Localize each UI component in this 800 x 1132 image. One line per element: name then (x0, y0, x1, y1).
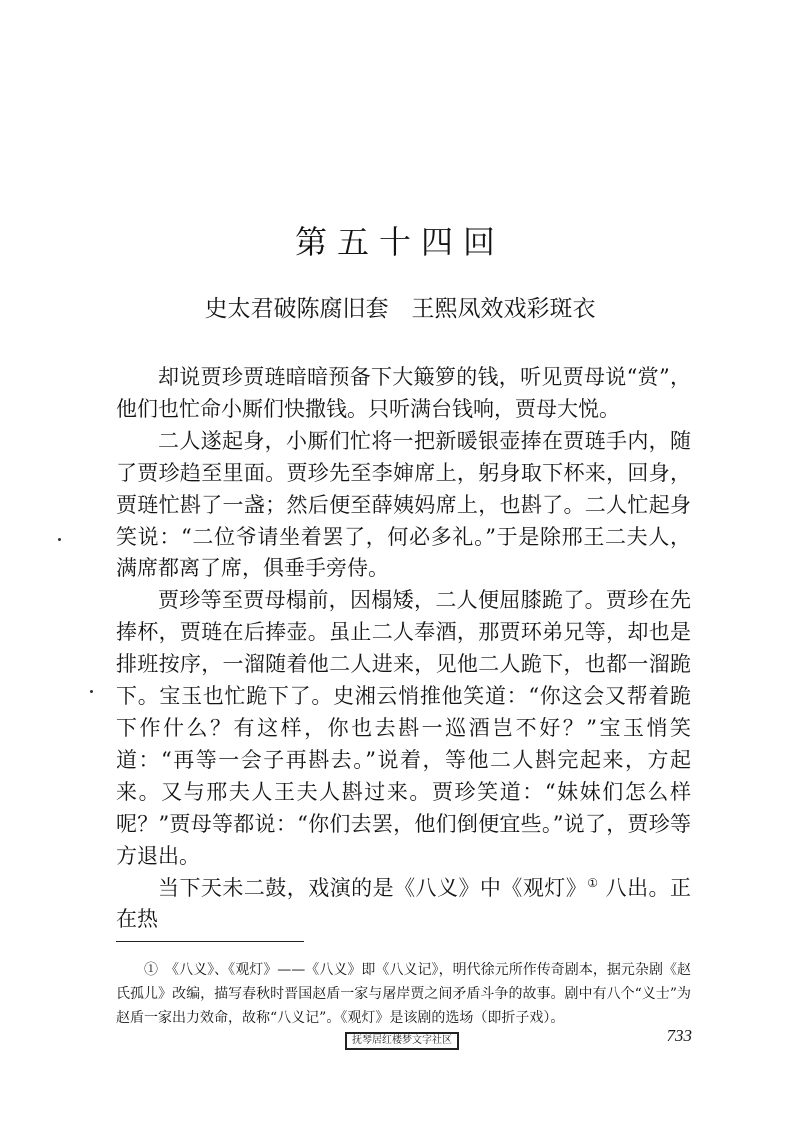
paragraph (116, 873, 691, 937)
body-text (116, 362, 691, 936)
paragraph-text-continued: 八出。正在热 (116, 875, 692, 932)
page-number: 733 (666, 1026, 692, 1045)
footnote-reference[interactable]: ① (587, 875, 599, 890)
chapter-title: 第五十四回 (294, 223, 505, 261)
footnote-divider (116, 941, 304, 942)
scan-speck (58, 538, 61, 541)
watermark-stamp: 抚琴居红楼梦文字社区 (345, 1032, 459, 1050)
paragraph: 却说贾珍贾琏暗暗预备下大簸箩的钱，听见贾母说“赏”，他们也忙命小厮们快撒钱。只听满台钱响，贾母大悦。 (116, 365, 691, 421)
paragraph-text: 当下天未二鼓，戏演的是《八义》中《观灯》 (158, 875, 588, 900)
scan-speck (90, 690, 93, 693)
footnote-text: ① 《八义》、《观灯》——《八义》即《八义记》，明代徐元所作传奇剧本，据元杂剧《赵氏孤儿》改编，描写春秋时晋国赵盾一家与屠岸贾之间矛盾斗争的故事。剧中有八个“义士”为赵盾一家出力效命，故称“八义记”。《观灯》是该剧的选场（即折子戏）。 (116, 962, 691, 1026)
chapter-subtitle: 史太君破陈腐旧套 王熙凤效戏彩斑衣 (204, 296, 596, 322)
paragraph: 贾珍等至贾母榻前，因榻矮，二人便屈膝跪了。贾珍在先捧杯，贾琏在后捧壶。虽止二人奉酒，那贾环弟兄等，却也是排班按序，一溜随着他二人进来，见他二人跪下，也都一溜跪下。宝玉也忙跪下了。史湘云悄推他笑道：“你这会又帮着跪下作什么？有这样，你也去斟一巡酒岂不好？”宝玉悄笑道：“再等一会子再斟去。”说着，等他二人斟完起来，方起来。又与邢夫人王夫人斟过来。贾珍笑道：“妹妹们怎么样呢？”贾母等都说：“你们去罢，他们倒便宜些。”说了，贾珍等方退出。 (116, 588, 691, 868)
footnote (116, 958, 691, 1030)
paragraph: 二人遂起身，小厮们忙将一把新暖银壶捧在贾琏手内，随了贾珍趋至里面。贾珍先至李婶席上，躬身取下杯来，回身，贾琏忙斟了一盏；然后便至薛姨妈席上，也斟了。二人忙起身笑说：“二位爷请坐着罢了，何必多礼。”于是除邢王二夫人，满席都离了席，俱垂手旁侍。 (116, 428, 691, 581)
